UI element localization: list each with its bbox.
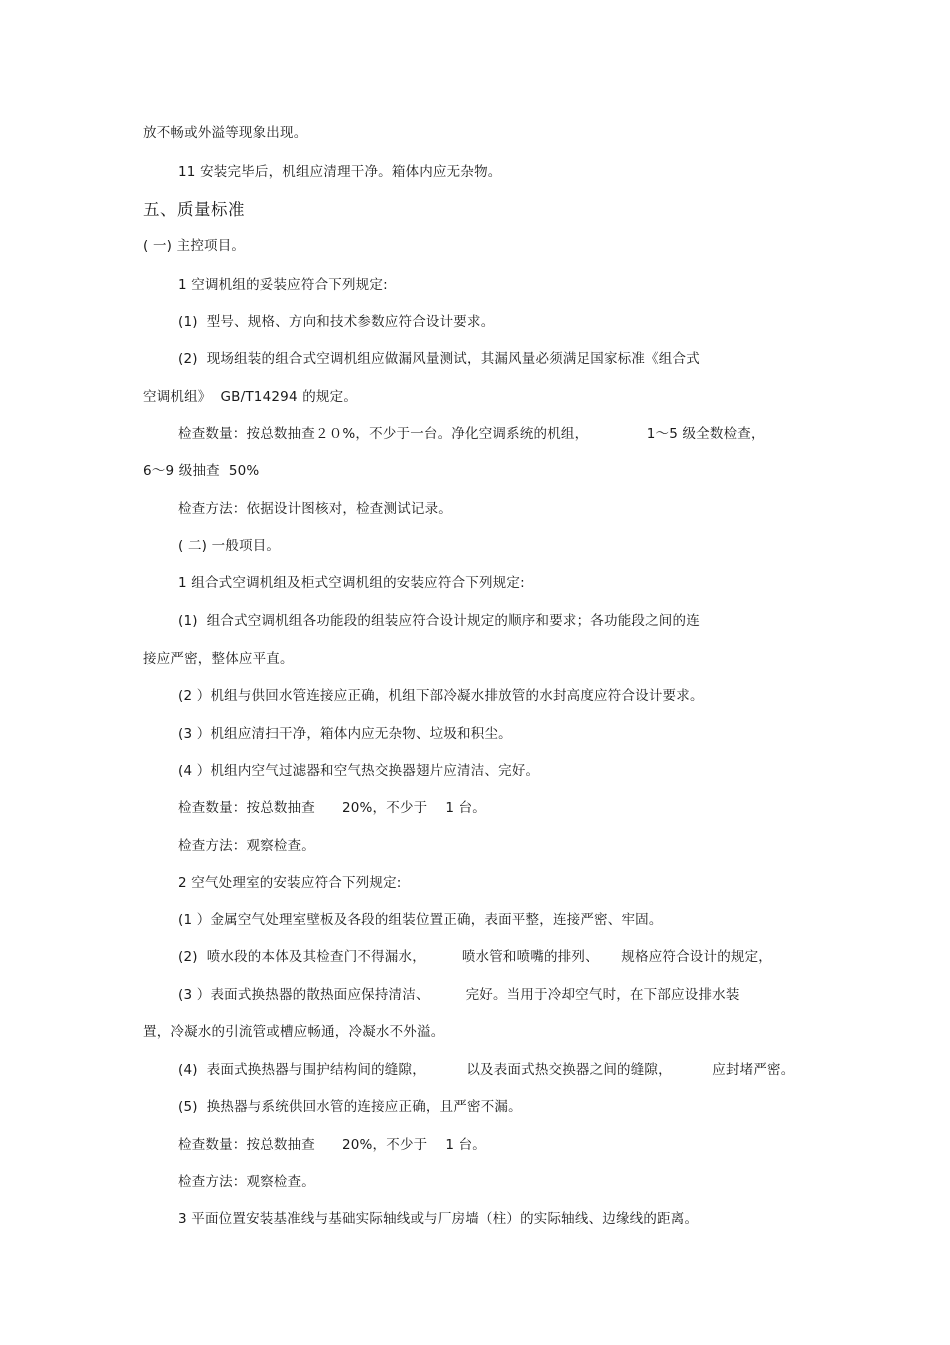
list-item: (1) 型号、规格、方向和技术参数应符合设计要求。 [178, 314, 495, 330]
paragraph-line: 接应严密，整体应平直。 [143, 651, 294, 667]
paragraph-line: 3 平面位置安装基准线与基础实际轴线或与厂房墙（柱）的实际轴线、边缘线的距离。 [178, 1211, 699, 1227]
list-item: (1 ）金属空气处理室壁板及各段的组装位置正确，表面平整，连接严密、牢固。 [178, 912, 663, 928]
paragraph-line: 检查数量：按总数抽查 20%，不少于 1 台。 [178, 1137, 486, 1153]
list-item: (1) 组合式空调机组各功能段的组装应符合设计规定的顺序和要求；各功能段之间的连 [178, 613, 700, 629]
section-heading: 五、质量标准 [143, 200, 245, 219]
paragraph-line: 1 组合式空调机组及柜式空调机组的安装应符合下列规定: [178, 575, 525, 591]
paragraph-line: 2 空气处理室的安装应符合下列规定: [178, 875, 402, 891]
list-item: (4) 表面式换热器与围护结构间的缝隙， 以及表面式热交换器之间的缝隙， 应封堵严密。 [178, 1062, 795, 1078]
list-item: (3 ）机组应清扫干净，箱体内应无杂物、垃圾和积尘。 [178, 726, 512, 742]
paragraph-line: 检查方法：依据设计图核对，检查测试记录。 [178, 501, 452, 517]
paragraph-line: 6～9 级抽查 50% [143, 463, 260, 479]
list-item: (3 ）表面式换热器的散热面应保持清洁、 完好。当用于冷却空气时，在下部应设排水装 [178, 987, 740, 1003]
paragraph-line: 检查数量：按总数抽查２０%，不少于一台。净化空调系统的机组， 1～5 级全数检查， [178, 426, 765, 442]
paragraph-line: 空调机组》 GB/T14294 的规定。 [143, 389, 358, 405]
paragraph-line: 1 空调机组的妥装应符合下列规定: [178, 277, 388, 293]
list-item: (2) 现场组装的组合式空调机组应做漏风量测试，其漏风量必须满足国家标准《组合式 [178, 351, 700, 367]
paragraph-line: 放不畅或外溢等现象出现。 [143, 125, 308, 141]
list-item: (5) 换热器与系统供回水管的连接应正确，且严密不漏。 [178, 1099, 522, 1115]
paragraph-line: 11 安装完毕后，机组应清理干净。箱体内应无杂物。 [178, 164, 502, 180]
subsection-heading: ( 二) 一般项目。 [178, 538, 281, 554]
list-item: (4 ）机组内空气过滤器和空气热交换器翅片应清洁、完好。 [178, 763, 540, 779]
subsection-heading: ( 一) 主控项目。 [143, 238, 246, 254]
paragraph-line: 检查方法：观察检查。 [178, 838, 315, 854]
list-item: (2) 喷水段的本体及其检查门不得漏水， 喷水管和喷嘴的排列、 规格应符合设计的规定， [178, 949, 772, 965]
paragraph-line: 置，冷凝水的引流管或槽应畅通，冷凝水不外溢。 [143, 1024, 445, 1040]
paragraph-line: 检查方法：观察检查。 [178, 1174, 315, 1190]
paragraph-line: 检查数量：按总数抽查 20%，不少于 1 台。 [178, 800, 486, 816]
list-item: (2 ）机组与供回水管连接应正确，机组下部冷凝水排放管的水封高度应符合设计要求。 [178, 688, 704, 704]
